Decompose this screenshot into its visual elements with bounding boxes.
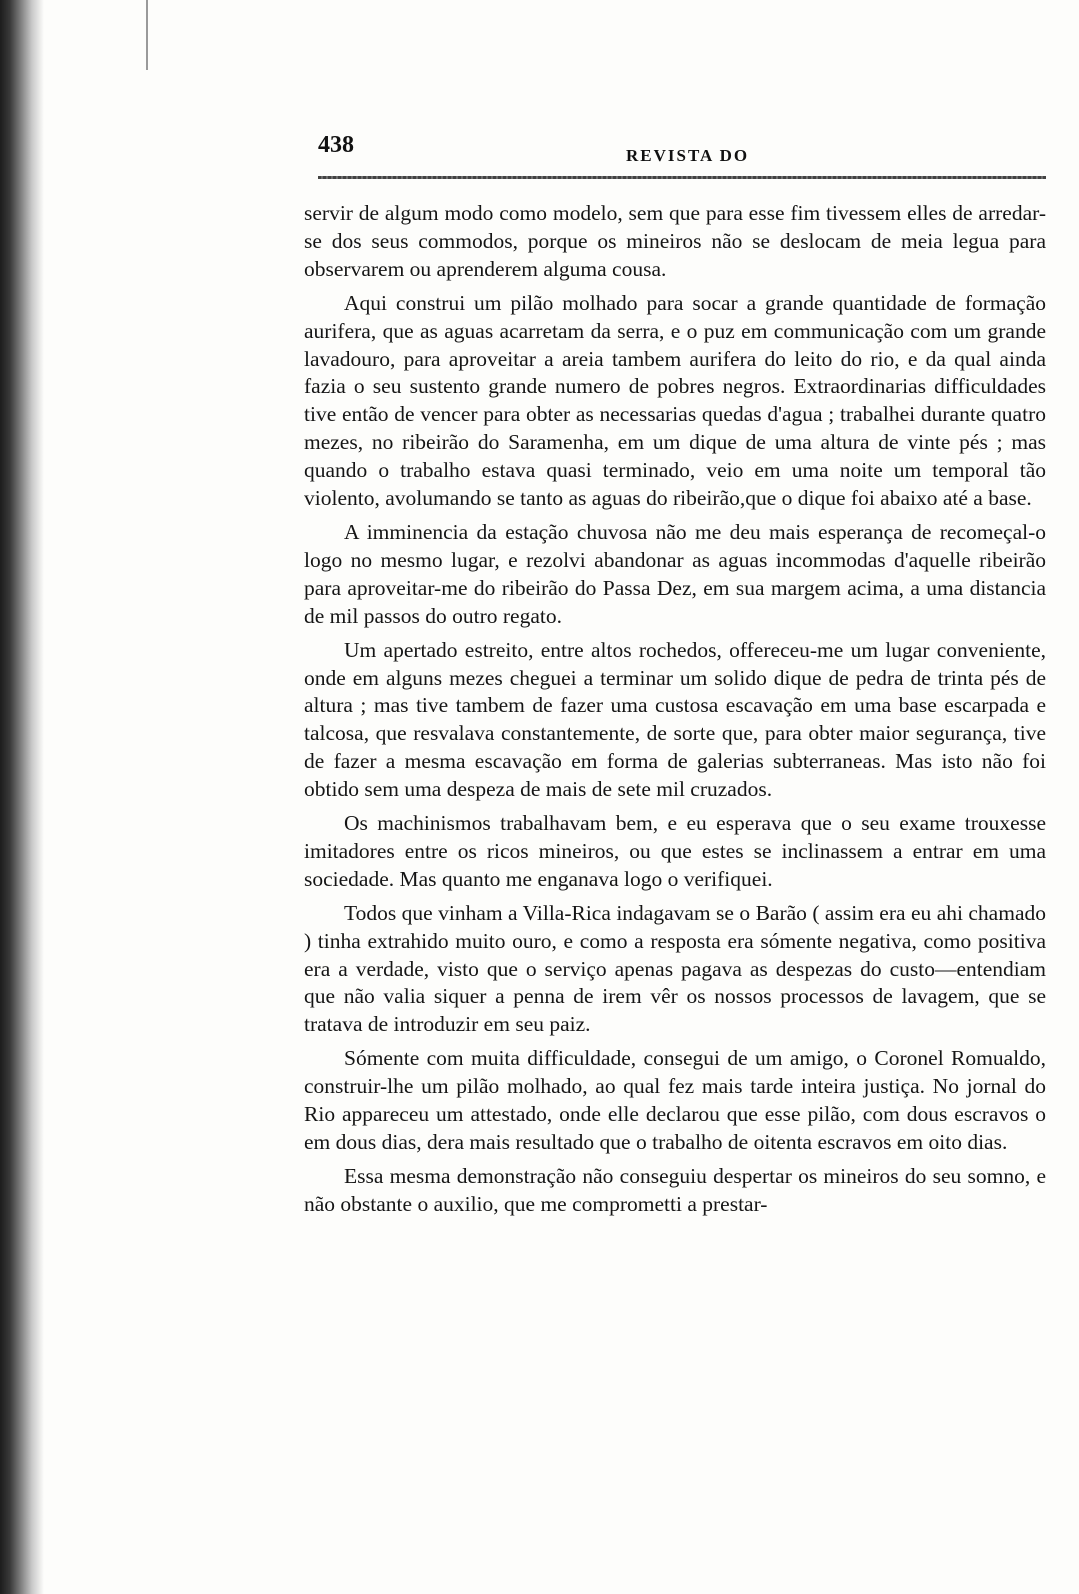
- paragraph: Os machinismos trabalhavam bem, e eu esperava que o seu exame trouxesse imitadores entre os ricos mineiros, ou que estes se inclinassem a entrar em uma sociedade. Mas quanto me enganava logo o verifiquei.: [304, 811, 1046, 891]
- paragraph: Todos que vinham a Villa-Rica indagavam se o Barão ( assim era eu ahi chamado ) tinha extrahido muito ouro, e como a resposta era sómente negativa, como positiva era a verdade, visto que o serviço apenas pagava as despezas do custo—entendiam que não valia siquer a penna de irem vêr os nossos processos de lavagem, que se tratava de introduzir em seu paiz.: [304, 900, 1046, 1037]
- paragraph: servir de algum modo como modelo, sem que para esse fim tivessem elles de arredar-se dos seus commodos, porque os mineiros não se deslocam de meia legua para observarem ou aprenderem alguma cousa.: [304, 201, 1046, 281]
- paragraph: Um apertado estreito, entre altos rochedos, offereceu-me um lugar conveniente, onde em alguns mezes cheguei a terminar um solido dique de pedra de trinta pés de altura ; mas tive tambem de fazer uma custosa escavação em uma base escarpada e talcosa, que resvalava constantemente, de sorte que, para obter maior segurança, tive de fazer a mesma escavação em forma de galerias subterraneas. Mas isto não foi obtido sem uma despeza de mais de sete mil cruzados.: [304, 637, 1046, 802]
- paragraph: Aqui construi um pilão molhado para socar a grande quantidade de formação aurifera, que as aguas acarretam da serra, e o puz em communicação com um grande lavadouro, para aproveitar a areia tambem aurifera do leito do rio, e da qual ainda fazia o seu sustento grande numero de pobres negros. Extraordinarias difficuldades tive então de vencer para obter as necessarias quedas d'agua ; trabalhei durante quatro mezes, no ribeirão do Saramenha, em um dique de uma altura de vinte pés ; mas quando o trabalho estava quasi terminado, veio em uma noite um temporal tão violento, avolumando se tanto as aguas do ribeirão,que o dique foi abaixo até a base.: [304, 290, 1046, 511]
- header-rule: [318, 176, 1046, 179]
- paragraph: Sómente com muita difficuldade, consegui de um amigo, o Coronel Romualdo, construir-lhe um pilão molhado, ao qual fez mais tarde inteira justiça. No jornal do Rio appareceu um attestado, onde elle declarou que esse pilão, com dous escravos o em dous dias, dera mais resultado que o trabalho de oitenta escravos em oito dias.: [304, 1046, 1046, 1154]
- page-header: [318, 132, 1048, 182]
- binding-gutter-shadow: [0, 0, 44, 1594]
- body-text: [304, 200, 1046, 1225]
- paragraph: Essa mesma demonstração não conseguiu despertar os mineiros do seu somno, e não obstante o auxilio, que me comprometti a prestar-: [304, 1163, 1046, 1216]
- page-number: 438: [318, 132, 354, 158]
- paragraph: A imminencia da estação chuvosa não me deu mais esperança de recomeçal-o logo no mesmo lugar, e rezolvi abandonar as aguas incommodas d'aquelle ribeirão para aproveitar-me do ribeirão do Passa Dez, em sua margem acima, a uma distancia de mil passos do outro regato.: [304, 519, 1046, 628]
- running-head: REVISTA DO: [626, 146, 750, 165]
- margin-mark: [146, 0, 148, 70]
